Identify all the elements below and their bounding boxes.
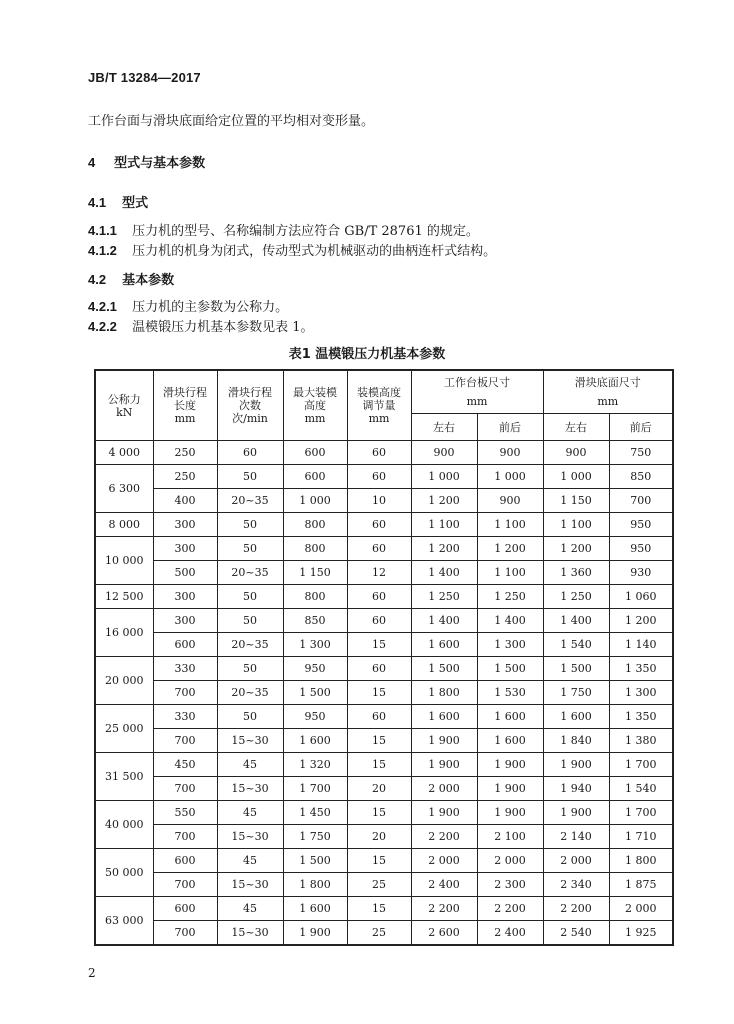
clause-text: 压力机的主参数为公称力。 bbox=[132, 300, 289, 315]
cell-max-shut-height: 600 bbox=[283, 465, 347, 489]
cell-bolster-left-right: 1 600 bbox=[411, 705, 477, 729]
cell-slide-left-right: 1 250 bbox=[543, 585, 609, 609]
cell-slide-front-back: 1 875 bbox=[609, 873, 673, 897]
cell-slide-front-back: 950 bbox=[609, 513, 673, 537]
cell-max-shut-height: 1 500 bbox=[283, 681, 347, 705]
table-row bbox=[95, 729, 673, 753]
cell-max-shut-height: 1 450 bbox=[283, 801, 347, 825]
table-row bbox=[95, 561, 673, 585]
cell-shut-height-adjustment: 10 bbox=[347, 489, 411, 513]
cell-slide-front-back: 750 bbox=[609, 441, 673, 465]
cell-shut-height-adjustment: 25 bbox=[347, 873, 411, 897]
cell-strokes-per-minute: 45 bbox=[217, 753, 283, 777]
cell-strokes-per-minute: 15~30 bbox=[217, 873, 283, 897]
clause-text: 压力机的机身为闭式，传动型式为机械驱动的曲柄连杆式结构。 bbox=[132, 244, 497, 259]
section-number: 4.1 bbox=[88, 195, 107, 210]
cell-shut-height-adjustment: 60 bbox=[347, 657, 411, 681]
cell-strokes-per-minute: 15~30 bbox=[217, 825, 283, 849]
cell-max-shut-height: 1 750 bbox=[283, 825, 347, 849]
clause-number: 4.1.2 bbox=[88, 243, 117, 258]
cell-shut-height-adjustment: 15 bbox=[347, 849, 411, 873]
cell-strokes-per-minute: 45 bbox=[217, 849, 283, 873]
cell-bolster-left-right: 900 bbox=[411, 441, 477, 465]
cell-slide-front-back: 1 540 bbox=[609, 777, 673, 801]
cell-slide-front-back: 850 bbox=[609, 465, 673, 489]
cell-shut-height-adjustment: 15 bbox=[347, 753, 411, 777]
table-body bbox=[95, 441, 673, 946]
table-row bbox=[95, 849, 673, 873]
header-unit: mm bbox=[466, 395, 488, 408]
header-slide-front-back: 前后 bbox=[609, 414, 673, 441]
cell-shut-height-adjustment: 20 bbox=[347, 825, 411, 849]
header-line: 调节量 bbox=[362, 399, 396, 412]
cell-bolster-left-right: 1 100 bbox=[411, 513, 477, 537]
cell-stroke-length: 600 bbox=[153, 633, 217, 657]
cell-bolster-front-back: 1 600 bbox=[477, 705, 543, 729]
clause-text: 温模锻压力机基本参数见表 1。 bbox=[132, 320, 314, 335]
header-line: 高度 bbox=[304, 399, 326, 412]
cell-max-shut-height: 950 bbox=[283, 705, 347, 729]
cell-bolster-front-back: 1 600 bbox=[477, 729, 543, 753]
clause-4-2-1 bbox=[88, 296, 288, 315]
cell-stroke-length: 700 bbox=[153, 873, 217, 897]
cell-slide-left-right: 1 940 bbox=[543, 777, 609, 801]
section-4-2-heading bbox=[88, 269, 174, 288]
cell-slide-left-right: 2 200 bbox=[543, 897, 609, 921]
cell-bolster-front-back: 1 100 bbox=[477, 561, 543, 585]
header-stroke-length bbox=[153, 370, 217, 441]
header-slide-size bbox=[543, 370, 673, 414]
cell-bolster-left-right: 2 000 bbox=[411, 777, 477, 801]
cell-bolster-left-right: 1 900 bbox=[411, 729, 477, 753]
cell-bolster-front-back: 1 900 bbox=[477, 753, 543, 777]
cell-slide-left-right: 1 500 bbox=[543, 657, 609, 681]
table-row bbox=[95, 753, 673, 777]
clause-4-1-2 bbox=[88, 240, 496, 259]
cell-shut-height-adjustment: 60 bbox=[347, 465, 411, 489]
header-unit: 次/min bbox=[232, 412, 268, 425]
header-unit: kN bbox=[116, 405, 133, 419]
cell-slide-front-back: 2 000 bbox=[609, 897, 673, 921]
cell-max-shut-height: 1 600 bbox=[283, 729, 347, 753]
cell-shut-height-adjustment: 60 bbox=[347, 513, 411, 537]
cell-stroke-length: 250 bbox=[153, 441, 217, 465]
header-max-shut-height bbox=[283, 370, 347, 441]
cell-bolster-front-back: 2 200 bbox=[477, 897, 543, 921]
cell-slide-front-back: 1 925 bbox=[609, 921, 673, 946]
cell-max-shut-height: 800 bbox=[283, 585, 347, 609]
cell-shut-height-adjustment: 15 bbox=[347, 633, 411, 657]
cell-slide-front-back: 950 bbox=[609, 537, 673, 561]
cell-bolster-front-back: 2 400 bbox=[477, 921, 543, 946]
cell-stroke-length: 300 bbox=[153, 513, 217, 537]
header-bolster-size bbox=[411, 370, 543, 414]
cell-bolster-left-right: 2 400 bbox=[411, 873, 477, 897]
header-line: 次数 bbox=[239, 399, 261, 412]
cell-stroke-length: 330 bbox=[153, 657, 217, 681]
cell-nominal-force: 6 300 bbox=[95, 465, 153, 513]
cell-shut-height-adjustment: 60 bbox=[347, 609, 411, 633]
cell-slide-front-back: 1 800 bbox=[609, 849, 673, 873]
cell-shut-height-adjustment: 60 bbox=[347, 537, 411, 561]
table-row bbox=[95, 705, 673, 729]
section-4-1-heading bbox=[88, 192, 148, 211]
header-line: 工作台板尺寸 bbox=[444, 376, 510, 389]
cell-slide-front-back: 700 bbox=[609, 489, 673, 513]
cell-bolster-front-back: 1 900 bbox=[477, 801, 543, 825]
cell-shut-height-adjustment: 15 bbox=[347, 729, 411, 753]
cell-shut-height-adjustment: 20 bbox=[347, 777, 411, 801]
cell-slide-front-back: 1 700 bbox=[609, 753, 673, 777]
cell-strokes-per-minute: 15~30 bbox=[217, 777, 283, 801]
cell-nominal-force: 20 000 bbox=[95, 657, 153, 705]
header-slide-left-right: 左右 bbox=[543, 414, 609, 441]
cell-bolster-front-back: 2 000 bbox=[477, 849, 543, 873]
table-header bbox=[95, 370, 673, 441]
header-line: 滑块底面尺寸 bbox=[574, 376, 641, 389]
cell-bolster-left-right: 1 500 bbox=[411, 657, 477, 681]
header-unit: mm bbox=[174, 412, 196, 425]
header-shut-height-adjustment bbox=[347, 370, 411, 441]
cell-bolster-front-back: 900 bbox=[477, 441, 543, 465]
cell-strokes-per-minute: 60 bbox=[217, 441, 283, 465]
cell-stroke-length: 700 bbox=[153, 681, 217, 705]
header-line: 滑块行程 bbox=[228, 386, 272, 399]
table-row bbox=[95, 585, 673, 609]
cell-max-shut-height: 1 500 bbox=[283, 849, 347, 873]
cell-stroke-length: 700 bbox=[153, 921, 217, 946]
page-number: 2 bbox=[88, 966, 96, 980]
cell-nominal-force: 40 000 bbox=[95, 801, 153, 849]
cell-strokes-per-minute: 15~30 bbox=[217, 729, 283, 753]
section-number: 4 bbox=[88, 155, 96, 170]
cell-strokes-per-minute: 50 bbox=[217, 537, 283, 561]
cell-slide-front-back: 1 380 bbox=[609, 729, 673, 753]
cell-stroke-length: 500 bbox=[153, 561, 217, 585]
cell-bolster-front-back: 1 900 bbox=[477, 777, 543, 801]
cell-slide-front-back: 1 300 bbox=[609, 681, 673, 705]
clause-4-1-1 bbox=[88, 220, 479, 239]
table-row bbox=[95, 873, 673, 897]
cell-bolster-front-back: 1 250 bbox=[477, 585, 543, 609]
cell-shut-height-adjustment: 25 bbox=[347, 921, 411, 946]
cell-bolster-left-right: 1 200 bbox=[411, 537, 477, 561]
cell-strokes-per-minute: 50 bbox=[217, 465, 283, 489]
table-row bbox=[95, 609, 673, 633]
cell-slide-front-back: 930 bbox=[609, 561, 673, 585]
cell-nominal-force: 10 000 bbox=[95, 537, 153, 585]
cell-slide-left-right: 1 400 bbox=[543, 609, 609, 633]
cell-bolster-left-right: 2 200 bbox=[411, 825, 477, 849]
cell-bolster-front-back: 1 300 bbox=[477, 633, 543, 657]
cell-nominal-force: 50 000 bbox=[95, 849, 153, 897]
cell-max-shut-height: 950 bbox=[283, 657, 347, 681]
parameters-table bbox=[94, 369, 674, 946]
table-row bbox=[95, 897, 673, 921]
cell-stroke-length: 300 bbox=[153, 585, 217, 609]
cell-max-shut-height: 800 bbox=[283, 513, 347, 537]
intro-line: 工作台面与滑块底面给定位置的平均相对变形量。 bbox=[88, 114, 375, 129]
cell-strokes-per-minute: 45 bbox=[217, 801, 283, 825]
cell-shut-height-adjustment: 60 bbox=[347, 441, 411, 465]
header-line: 公称力 bbox=[107, 392, 141, 406]
cell-shut-height-adjustment: 60 bbox=[347, 585, 411, 609]
cell-strokes-per-minute: 20~35 bbox=[217, 633, 283, 657]
cell-bolster-left-right: 1 250 bbox=[411, 585, 477, 609]
cell-nominal-force: 12 500 bbox=[95, 585, 153, 609]
cell-max-shut-height: 600 bbox=[283, 441, 347, 465]
header-unit: mm bbox=[304, 412, 326, 425]
table-row bbox=[95, 465, 673, 489]
cell-nominal-force: 25 000 bbox=[95, 705, 153, 753]
cell-slide-left-right: 1 600 bbox=[543, 705, 609, 729]
cell-strokes-per-minute: 20~35 bbox=[217, 561, 283, 585]
cell-slide-left-right: 2 000 bbox=[543, 849, 609, 873]
cell-stroke-length: 330 bbox=[153, 705, 217, 729]
cell-slide-left-right: 2 540 bbox=[543, 921, 609, 946]
cell-max-shut-height: 1 300 bbox=[283, 633, 347, 657]
header-strokes-per-minute bbox=[217, 370, 283, 441]
cell-strokes-per-minute: 50 bbox=[217, 585, 283, 609]
cell-slide-left-right: 2 340 bbox=[543, 873, 609, 897]
cell-bolster-front-back: 1 400 bbox=[477, 609, 543, 633]
table-row bbox=[95, 489, 673, 513]
cell-stroke-length: 400 bbox=[153, 489, 217, 513]
cell-max-shut-height: 1 700 bbox=[283, 777, 347, 801]
section-title: 型式与基本参数 bbox=[114, 156, 206, 171]
cell-slide-left-right: 1 360 bbox=[543, 561, 609, 585]
cell-bolster-left-right: 1 000 bbox=[411, 465, 477, 489]
cell-nominal-force: 8 000 bbox=[95, 513, 153, 537]
cell-max-shut-height: 1 900 bbox=[283, 921, 347, 946]
table-row bbox=[95, 681, 673, 705]
cell-bolster-front-back: 1 100 bbox=[477, 513, 543, 537]
cell-stroke-length: 550 bbox=[153, 801, 217, 825]
cell-nominal-force: 4 000 bbox=[95, 441, 153, 465]
cell-bolster-left-right: 1 800 bbox=[411, 681, 477, 705]
clause-4-2-2 bbox=[88, 316, 314, 335]
cell-slide-left-right: 1 900 bbox=[543, 801, 609, 825]
cell-stroke-length: 600 bbox=[153, 897, 217, 921]
cell-max-shut-height: 1 600 bbox=[283, 897, 347, 921]
cell-slide-front-back: 1 060 bbox=[609, 585, 673, 609]
cell-slide-front-back: 1 350 bbox=[609, 705, 673, 729]
cell-stroke-length: 250 bbox=[153, 465, 217, 489]
cell-slide-left-right: 1 150 bbox=[543, 489, 609, 513]
cell-bolster-front-back: 1 200 bbox=[477, 537, 543, 561]
cell-slide-left-right: 1 200 bbox=[543, 537, 609, 561]
cell-bolster-left-right: 2 600 bbox=[411, 921, 477, 946]
cell-shut-height-adjustment: 15 bbox=[347, 897, 411, 921]
cell-strokes-per-minute: 50 bbox=[217, 657, 283, 681]
cell-strokes-per-minute: 50 bbox=[217, 513, 283, 537]
header-unit: mm bbox=[368, 412, 390, 425]
cell-max-shut-height: 850 bbox=[283, 609, 347, 633]
cell-strokes-per-minute: 20~35 bbox=[217, 681, 283, 705]
cell-bolster-left-right: 1 400 bbox=[411, 561, 477, 585]
cell-bolster-front-back: 2 300 bbox=[477, 873, 543, 897]
cell-slide-front-back: 1 350 bbox=[609, 657, 673, 681]
cell-bolster-front-back: 1 000 bbox=[477, 465, 543, 489]
cell-slide-left-right: 2 140 bbox=[543, 825, 609, 849]
clause-text: 压力机的型号、名称编制方法应符合 GB/T 28761 的规定。 bbox=[132, 224, 479, 239]
header-line: 长度 bbox=[174, 399, 196, 412]
cell-max-shut-height: 1 000 bbox=[283, 489, 347, 513]
cell-bolster-front-back: 1 500 bbox=[477, 657, 543, 681]
section-number: 4.2 bbox=[88, 272, 107, 287]
cell-strokes-per-minute: 20~35 bbox=[217, 489, 283, 513]
header-unit: mm bbox=[597, 395, 619, 408]
header-bolster-front-back: 前后 bbox=[477, 414, 543, 441]
cell-shut-height-adjustment: 15 bbox=[347, 801, 411, 825]
table-row bbox=[95, 801, 673, 825]
cell-shut-height-adjustment: 12 bbox=[347, 561, 411, 585]
table-row bbox=[95, 441, 673, 465]
cell-slide-left-right: 1 000 bbox=[543, 465, 609, 489]
table-row bbox=[95, 513, 673, 537]
header-bolster-left-right: 左右 bbox=[411, 414, 477, 441]
cell-stroke-length: 700 bbox=[153, 777, 217, 801]
cell-bolster-left-right: 1 200 bbox=[411, 489, 477, 513]
cell-stroke-length: 700 bbox=[153, 729, 217, 753]
cell-nominal-force: 31 500 bbox=[95, 753, 153, 801]
cell-max-shut-height: 1 800 bbox=[283, 873, 347, 897]
section-4-heading bbox=[88, 152, 205, 171]
cell-bolster-left-right: 1 900 bbox=[411, 753, 477, 777]
header-line: 最大装模 bbox=[293, 386, 337, 399]
clause-number: 4.2.2 bbox=[88, 319, 117, 334]
section-title: 基本参数 bbox=[122, 273, 175, 288]
cell-slide-left-right: 900 bbox=[543, 441, 609, 465]
clause-number: 4.1.1 bbox=[88, 223, 117, 238]
cell-slide-left-right: 1 100 bbox=[543, 513, 609, 537]
cell-slide-left-right: 1 840 bbox=[543, 729, 609, 753]
cell-shut-height-adjustment: 60 bbox=[347, 705, 411, 729]
cell-slide-left-right: 1 750 bbox=[543, 681, 609, 705]
cell-strokes-per-minute: 15~30 bbox=[217, 921, 283, 946]
header-line: 滑块行程 bbox=[163, 386, 207, 399]
header-line: 装模高度 bbox=[357, 386, 401, 399]
cell-bolster-front-back: 2 100 bbox=[477, 825, 543, 849]
cell-strokes-per-minute: 45 bbox=[217, 897, 283, 921]
cell-max-shut-height: 800 bbox=[283, 537, 347, 561]
cell-max-shut-height: 1 320 bbox=[283, 753, 347, 777]
table-row bbox=[95, 633, 673, 657]
cell-stroke-length: 600 bbox=[153, 849, 217, 873]
clause-number: 4.2.1 bbox=[88, 299, 117, 314]
cell-bolster-front-back: 1 530 bbox=[477, 681, 543, 705]
header-nominal-force bbox=[95, 370, 153, 441]
cell-strokes-per-minute: 50 bbox=[217, 609, 283, 633]
table-row bbox=[95, 537, 673, 561]
document-header: JB/T 13284—2017 bbox=[88, 70, 201, 85]
cell-strokes-per-minute: 50 bbox=[217, 705, 283, 729]
cell-slide-front-back: 1 710 bbox=[609, 825, 673, 849]
table-caption: 表1 温模锻压力机基本参数 bbox=[288, 347, 446, 362]
cell-stroke-length: 300 bbox=[153, 609, 217, 633]
cell-bolster-left-right: 2 200 bbox=[411, 897, 477, 921]
cell-bolster-left-right: 1 600 bbox=[411, 633, 477, 657]
cell-stroke-length: 700 bbox=[153, 825, 217, 849]
table-row bbox=[95, 657, 673, 681]
cell-slide-front-back: 1 700 bbox=[609, 801, 673, 825]
cell-bolster-left-right: 2 000 bbox=[411, 849, 477, 873]
cell-slide-left-right: 1 540 bbox=[543, 633, 609, 657]
cell-bolster-left-right: 1 900 bbox=[411, 801, 477, 825]
cell-bolster-front-back: 900 bbox=[477, 489, 543, 513]
cell-slide-front-back: 1 200 bbox=[609, 609, 673, 633]
cell-bolster-left-right: 1 400 bbox=[411, 609, 477, 633]
section-title: 型式 bbox=[122, 196, 149, 211]
table-row bbox=[95, 921, 673, 946]
cell-slide-front-back: 1 140 bbox=[609, 633, 673, 657]
cell-nominal-force: 16 000 bbox=[95, 609, 153, 657]
cell-nominal-force: 63 000 bbox=[95, 897, 153, 946]
cell-stroke-length: 450 bbox=[153, 753, 217, 777]
cell-stroke-length: 300 bbox=[153, 537, 217, 561]
table-row bbox=[95, 777, 673, 801]
table-row bbox=[95, 825, 673, 849]
cell-slide-left-right: 1 900 bbox=[543, 753, 609, 777]
cell-max-shut-height: 1 150 bbox=[283, 561, 347, 585]
cell-shut-height-adjustment: 15 bbox=[347, 681, 411, 705]
